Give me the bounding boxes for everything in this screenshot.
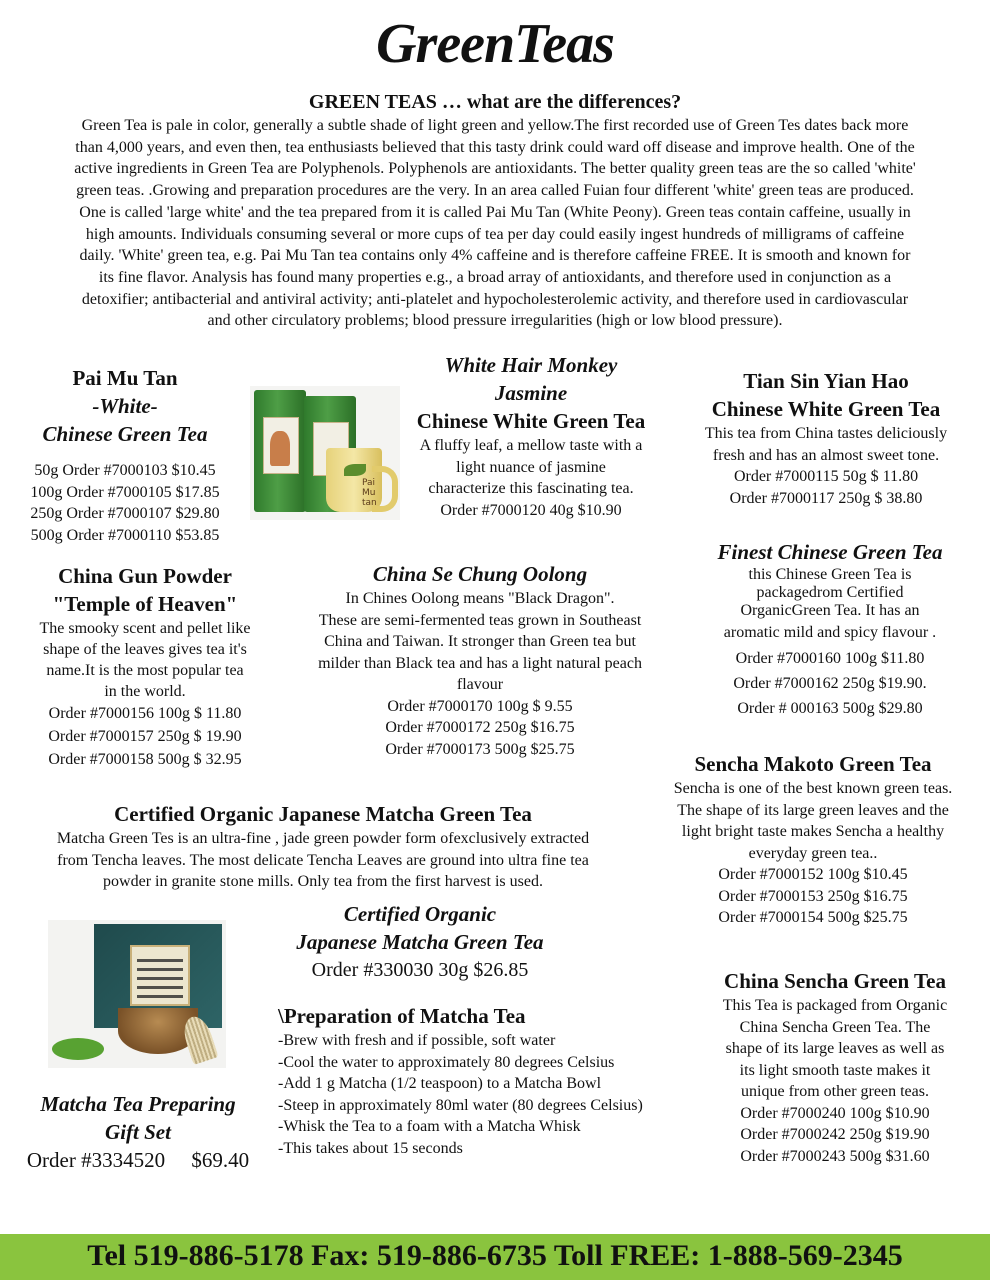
description-line: This tea from China tastes deliciously: [704, 425, 948, 442]
description-line: China and Taiwan. It stronger than Green tea but: [324, 633, 636, 650]
order-line: Order #7000162 250g $19.90.: [733, 675, 927, 692]
order-line: Order #7000152 100g $10.45: [718, 866, 908, 883]
preparation-step: -Cool the water to approximately 80 degrees Celsius: [278, 1053, 615, 1071]
gun-powder-title: China Gun Powder: [58, 564, 232, 588]
gun-powder-section: [10, 562, 280, 771]
description-line: powder in granite stone mills. Only tea from the first harvest is used.: [103, 873, 543, 890]
matcha-section: [10, 800, 636, 893]
description-line: its light smooth taste makes it: [739, 1061, 931, 1079]
description-line: A fluffy leaf, a mellow taste with a: [419, 437, 643, 454]
order-line: Order #7000160 100g $11.80: [735, 650, 925, 667]
description-line: shape of its large leaves as well as: [725, 1040, 945, 1057]
gift-set-title: Matcha Tea Preparing: [40, 1092, 236, 1116]
description-line: In Chines Oolong means "Black Dragon".: [345, 590, 615, 607]
order-line: 50g Order #7000103 $10.45: [34, 462, 216, 479]
description-line: These are semi-fermented teas grown in Southeast: [318, 611, 642, 629]
gun-powder-subtitle: "Temple of Heaven": [52, 592, 238, 616]
description-line: fresh and has an almost sweet tone.: [712, 446, 940, 464]
matcha-certified-subtitle: Japanese Matcha Green Tea: [296, 930, 544, 954]
intro-line: than 4,000 years, and even then, tea enthusiasts believed that this tasty drink could ward off disease and improve health. One of the: [75, 138, 915, 156]
page-title: GreenTeas: [376, 13, 614, 75]
order-line: Order #7000154 500g $25.75: [718, 909, 908, 926]
order-line: Order #7000115 50g $ 11.80: [733, 468, 919, 485]
china-sencha-section: [690, 967, 980, 1167]
order-line: Order #7000170 100g $ 9.55: [387, 697, 573, 715]
preparation-title: \Preparation of Matcha Tea: [278, 1004, 526, 1028]
description-line: shape of the leaves gives tea it's: [43, 641, 247, 658]
sencha-makoto-title: Sencha Makoto Green Tea: [694, 752, 932, 776]
order-line: 500g Order #7000110 $53.85: [30, 526, 220, 544]
preparation-step: -Steep in approximately 80ml water (80 degrees Celsius): [278, 1096, 643, 1114]
order-line: Order #7000117 250g $ 38.80: [729, 489, 923, 507]
white-hair-monkey-category: Chinese White Green Tea: [416, 409, 646, 433]
matcha-certified-order: Order #330030 30g $26.85: [311, 959, 529, 981]
pai-mu-tan-image: [250, 386, 400, 520]
pai-mu-tan-category: Chinese Green Tea: [42, 422, 208, 446]
contact-footer-text: Tel 519-886-5178 Fax: 519-886-6735 Toll FREE: 1-888-569-2345: [87, 1239, 903, 1272]
intro-paragraph: [4, 115, 986, 332]
description-line: this Chinese Green Tea is: [748, 566, 912, 583]
tea-bag-icon: [254, 390, 306, 512]
order-line: Order #7000242 250g $19.90: [740, 1126, 930, 1143]
white-hair-monkey-subtitle: Jasmine: [494, 381, 568, 405]
description-line: flavour: [456, 676, 504, 693]
preparation-step: -This takes about 15 seconds: [278, 1139, 463, 1157]
description-line: characterize this fascinating tea.: [428, 480, 634, 497]
gift-set-order: Order #3334520 $69.40: [26, 1148, 250, 1172]
description-line: Matcha Green Tes is an ultra-fine , jade green powder form ofexclusively extracted: [56, 830, 590, 847]
oolong-section: [290, 560, 670, 760]
tian-sin-section: [676, 367, 976, 509]
description-line: milder than Black tea and has a light natural peach: [318, 654, 642, 672]
pai-mu-tan-title: Pai Mu Tan: [72, 366, 178, 390]
mug-text: tan: [362, 498, 377, 508]
finest-title: Finest Chinese Green Tea: [717, 540, 943, 564]
intro-line: high amounts. Individuals consuming several or more cups of tea per day could easily ingest hundreds of milligrams of caffeine: [85, 225, 905, 243]
tea-mug-icon: [326, 448, 382, 512]
description-line: light bright taste makes Sencha a healthy: [681, 823, 945, 840]
description-line: in the world.: [104, 683, 186, 700]
description-line: The shape of its large green leaves and the: [677, 801, 949, 819]
sencha-makoto-section: [646, 750, 980, 929]
description-line: The smooky scent and pellet like: [39, 620, 251, 637]
description-line: Sencha is one of the best known green teas.: [673, 780, 953, 797]
white-hair-monkey-section: [400, 351, 662, 521]
finest-section: [680, 538, 980, 721]
order-line: Order #7000158 500g $ 32.95: [48, 751, 242, 768]
intro-line: Green Tea is pale in color, generally a subtle shade of light green and yellow.The first recorded use of Green Tes dates back more: [81, 117, 909, 134]
description-line: OrganicGreen Tea. It has an: [740, 602, 920, 619]
description-line: China Sencha Green Tea. The: [739, 1018, 931, 1036]
order-line: Order #7000172 250g $16.75: [385, 719, 575, 736]
description-line: aromatic mild and spicy flavour .: [723, 624, 937, 641]
intro-line: green teas. .Growing and preparation procedures are the very. In an area called Fuian four different 'white' green teas are produced.: [76, 182, 914, 200]
gift-set-section: [8, 1090, 268, 1174]
order-line: Order #7000153 250g $16.75: [718, 887, 908, 905]
order-line: Order #7000240 100g $10.90: [740, 1104, 930, 1122]
matcha-title: Certified Organic Japanese Matcha Green Tea: [114, 802, 532, 826]
description-line: unique from other green teas.: [741, 1083, 929, 1100]
intro-line: One is called 'large white' and the tea prepared from it is called Pai Mu Tan (White Peony). Green teas contain caffeine, usually in: [79, 203, 911, 221]
matcha-gift-set-image: [48, 920, 226, 1068]
order-line: Order #7000156 100g $ 11.80: [48, 705, 242, 722]
intro-heading: GREEN TEAS … what are the differences?: [308, 91, 682, 113]
matcha-certified-title: Certified Organic: [343, 902, 497, 926]
description-line: everyday green tea..: [748, 844, 878, 862]
description-line: This Tea is packaged from Organic: [722, 997, 948, 1014]
pai-mu-tan-orders: [10, 460, 240, 546]
order-line: Order #7000243 500g $31.60: [740, 1147, 930, 1165]
order-line: Order #7000157 250g $ 19.90: [48, 728, 242, 745]
pai-mu-tan-section: [10, 364, 240, 546]
preparation-section: [278, 1002, 698, 1159]
mug-text: Mu: [362, 488, 376, 498]
description-line: from Tencha leaves. The most delicate Tencha Leaves are ground into ultra fine tea: [57, 851, 589, 869]
order-line: Order #7000120 40g $10.90: [440, 501, 622, 519]
description-line: light nuance of jasmine: [456, 458, 606, 476]
gift-set-subtitle: Gift Set: [105, 1120, 171, 1144]
order-line: 250g Order #7000107 $29.80: [30, 505, 220, 522]
china-sencha-title: China Sencha Green Tea: [724, 969, 946, 993]
intro-line: active ingredients in Green Tea are Polyphenols. Polyphenols are antioxidants. The better quality green teas are the so called 'white': [74, 160, 916, 178]
white-hair-monkey-title: White Hair Monkey: [444, 353, 618, 377]
oolong-title: China Se Chung Oolong: [372, 562, 588, 586]
order-line: Order #7000173 500g $25.75: [385, 740, 575, 758]
preparation-step: -Brew with fresh and if possible, soft water: [278, 1032, 556, 1049]
tian-sin-title: Tian Sin Yian Hao: [743, 369, 909, 393]
intro-line: its fine flavor. Analysis has found many properties e.g., a broad array of antioxidants, and therefore used in conjunction as a: [98, 268, 892, 286]
preparation-step: -Whisk the Tea to a foam with a Matcha Whisk: [278, 1118, 581, 1135]
intro-line: detoxifier; antibacterial and antiviral activity; anti-platelet and hypocholesterolemic activity, and therefore used in cardiovascular: [81, 290, 909, 308]
description-line: packagedrom Certified: [756, 584, 904, 601]
description-line: name.It is the most popular tea: [46, 662, 244, 679]
tian-sin-category: Chinese White Green Tea: [711, 397, 941, 421]
matcha-certified-section: [268, 900, 572, 984]
intro-line: daily. 'White' green tea, e.g. Pai Mu Tan tea contains only 4% caffeine and is therefore caffeine FREE. It is smooth and known for: [79, 247, 911, 265]
mug-text: Pai: [362, 478, 376, 488]
intro-line: and other circulatory problems; blood pressure irregularities (high or low blood pressure).: [207, 312, 783, 330]
pai-mu-tan-subtitle: -White-: [92, 394, 158, 418]
order-line: 100g Order #7000105 $17.85: [30, 483, 220, 501]
matcha-powder-icon: [52, 1038, 104, 1060]
preparation-step: -Add 1 g Matcha (1/2 teaspoon) to a Matcha Bowl: [278, 1075, 602, 1092]
order-line: Order # 000163 500g $29.80: [737, 700, 923, 717]
